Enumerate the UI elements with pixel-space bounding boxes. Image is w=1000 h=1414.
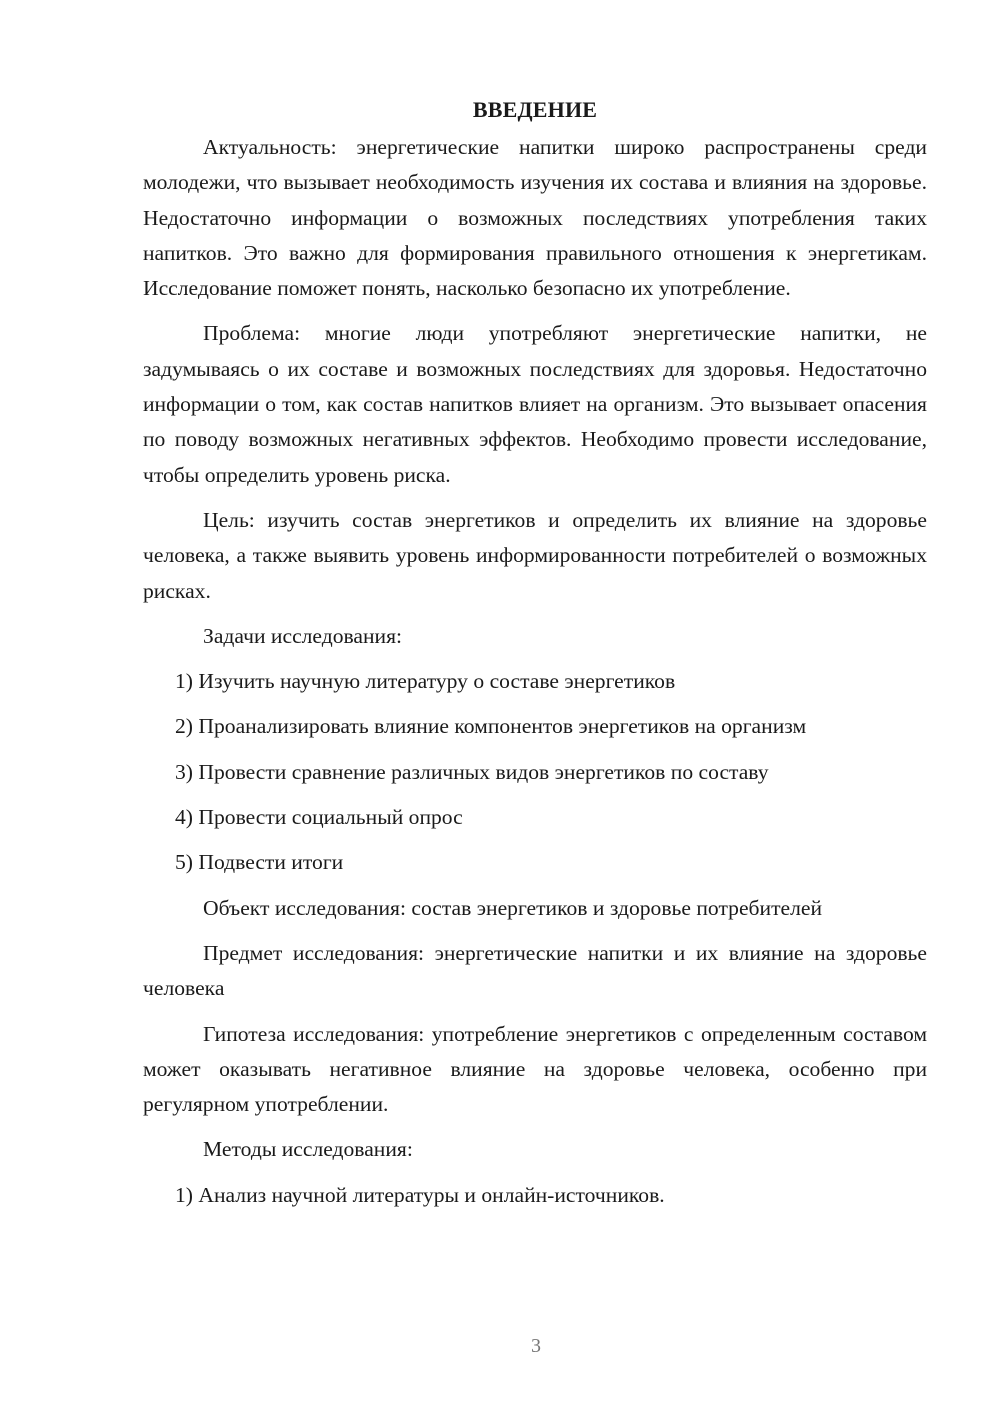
task-item-1: 1) Изучить научную литературу о составе энергетиков: [175, 669, 676, 694]
task-item-5: 5) Подвести итоги: [175, 850, 344, 875]
page-number: 3: [531, 1335, 541, 1357]
task-item-3: 3) Провести сравнение различных видов энергетиков по составу: [175, 759, 769, 784]
method-item-1: 1) Анализ научной литературы и онлайн-источников.: [175, 1182, 665, 1207]
relevance-paragraph: Актуальность: энергетические напитки широко распространены среди молодежи, что вызывает необходимость изучения их состава и влияния на здоровье. Недостаточно информации о возможных последствиях употребления таких напитков. Это важно для формирования правильного отношения к энергетикам. Исследование поможет понять, насколько безопасно их употребление.: [143, 135, 927, 301]
object-paragraph: Объект исследования: состав энергетиков и здоровье потребителей: [203, 895, 823, 920]
methods-heading: Методы исследования:: [203, 1137, 413, 1162]
goal-paragraph: Цель: изучить состав энергетиков и определить их влияние на здоровье человека, а также выявить уровень информированности потребителей о возможных рисках.: [143, 507, 927, 603]
hypothesis-paragraph: Гипотеза исследования: употребление энергетиков с определенным составом может оказывать негативное влияние на здоровье человека, особенно при регулярном употреблении.: [143, 1021, 927, 1117]
task-item-2: 2) Проанализировать влияние компонентов энергетиков на организм: [175, 714, 807, 739]
document-page: [143, 92, 927, 1223]
section-title: ВВЕДЕНИЕ: [472, 97, 598, 122]
task-item-4: 4) Провести социальный опрос: [175, 805, 463, 830]
subject-paragraph: Предмет исследования: энергетические напитки и их влияние на здоровье человека: [143, 940, 927, 1001]
tasks-heading: Задачи исследования:: [203, 623, 403, 648]
problem-paragraph: Проблема: многие люди употребляют энергетические напитки, не задумываясь о их составе и возможных последствиях для здоровья. Недостаточно информации о том, как состав напитков влияет на организм. Это вызывает опасения по поводу возможных негативных эффектов. Необходимо провести исследование, чтобы определить уровень риска.: [143, 321, 927, 487]
